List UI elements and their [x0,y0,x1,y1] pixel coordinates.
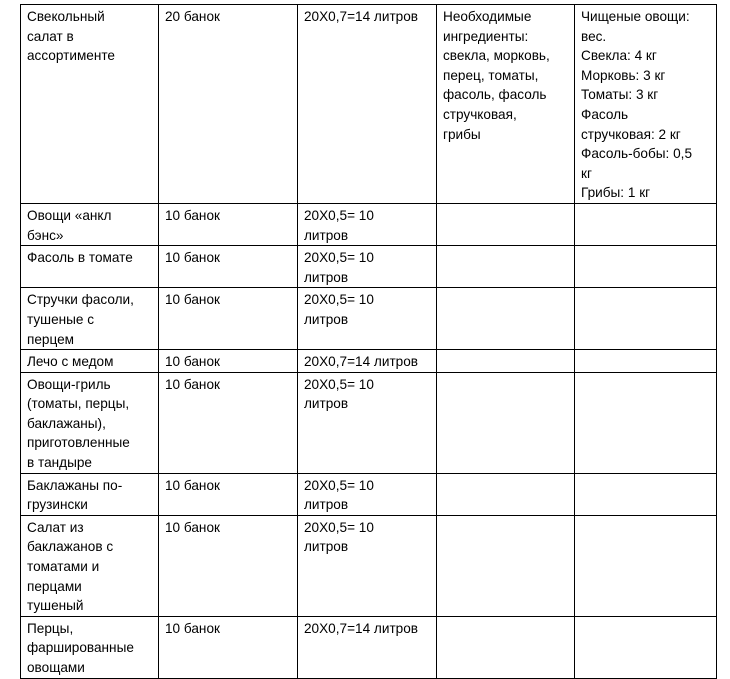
ingredients-cell [437,203,575,245]
ingredients-cell [437,616,575,678]
product-name-cell: Овощи «анкл бэнс» [21,203,159,245]
product-name-cell: Свекольный салат в ассортименте [21,5,159,204]
ingredients-cell [437,350,575,373]
weights-cell [575,616,717,678]
jar-count-cell: 10 банок [159,246,298,288]
volume-cell: 20Х0,5= 10 литров [298,473,437,515]
table-row [21,288,717,350]
product-name-cell: Лечо с медом [21,350,159,373]
table-row [21,246,717,288]
jar-count-cell: 10 банок [159,288,298,350]
ingredients-cell [437,288,575,350]
volume-cell: 20Х0,5= 10 литров [298,203,437,245]
weights-cell [575,203,717,245]
jar-count-cell: 10 банок [159,473,298,515]
product-name-cell: Перцы, фаршированные овощами [21,616,159,678]
weights-cell: Чищеные овощи: вес. Свекла: 4 кг Морковь: 3 кг Томаты: 3 кг Фасоль стручковая: 2 кг Фасоль-бобы: 0,5 кг Грибы: 1 кг [575,5,717,204]
table-row [21,515,717,616]
volume-cell: 20Х0,5= 10 литров [298,288,437,350]
ingredients-cell [437,246,575,288]
product-name-cell: Салат из баклажанов с томатами и перцами тушеный [21,515,159,616]
weights-cell [575,515,717,616]
weights-cell [575,246,717,288]
product-name-cell: Фасоль в томате [21,246,159,288]
table-row [21,203,717,245]
product-name-cell: Баклажаны по- грузински [21,473,159,515]
ingredients-cell [437,515,575,616]
volume-cell: 20Х0,5= 10 литров [298,246,437,288]
weights-cell [575,350,717,373]
jar-count-cell: 10 банок [159,350,298,373]
ingredients-cell [437,372,575,473]
volume-cell: 20Х0,7=14 литров [298,616,437,678]
table-row [21,372,717,473]
weights-cell [575,288,717,350]
volume-cell: 20Х0,5= 10 литров [298,372,437,473]
jar-count-cell: 10 банок [159,515,298,616]
product-name-cell: Овощи-гриль (томаты, перцы, баклажаны), приготовленные в тандыре [21,372,159,473]
volume-cell: 20Х0,5= 10 литров [298,515,437,616]
table-row [21,473,717,515]
table-row [21,5,717,204]
ingredients-cell [437,473,575,515]
weights-cell [575,372,717,473]
ingredients-cell: Необходимые ингредиенты: свекла, морковь, перец, томаты, фасоль, фасоль стручковая, грибы [437,5,575,204]
preserves-table [20,4,717,679]
volume-cell: 20Х0,7=14 литров [298,350,437,373]
product-name-cell: Стручки фасоли, тушеные с перцем [21,288,159,350]
weights-cell [575,473,717,515]
jar-count-cell: 20 банок [159,5,298,204]
jar-count-cell: 10 банок [159,203,298,245]
volume-cell: 20Х0,7=14 литров [298,5,437,204]
jar-count-cell: 10 банок [159,616,298,678]
jar-count-cell: 10 банок [159,372,298,473]
table-row [21,350,717,373]
table-row [21,616,717,678]
